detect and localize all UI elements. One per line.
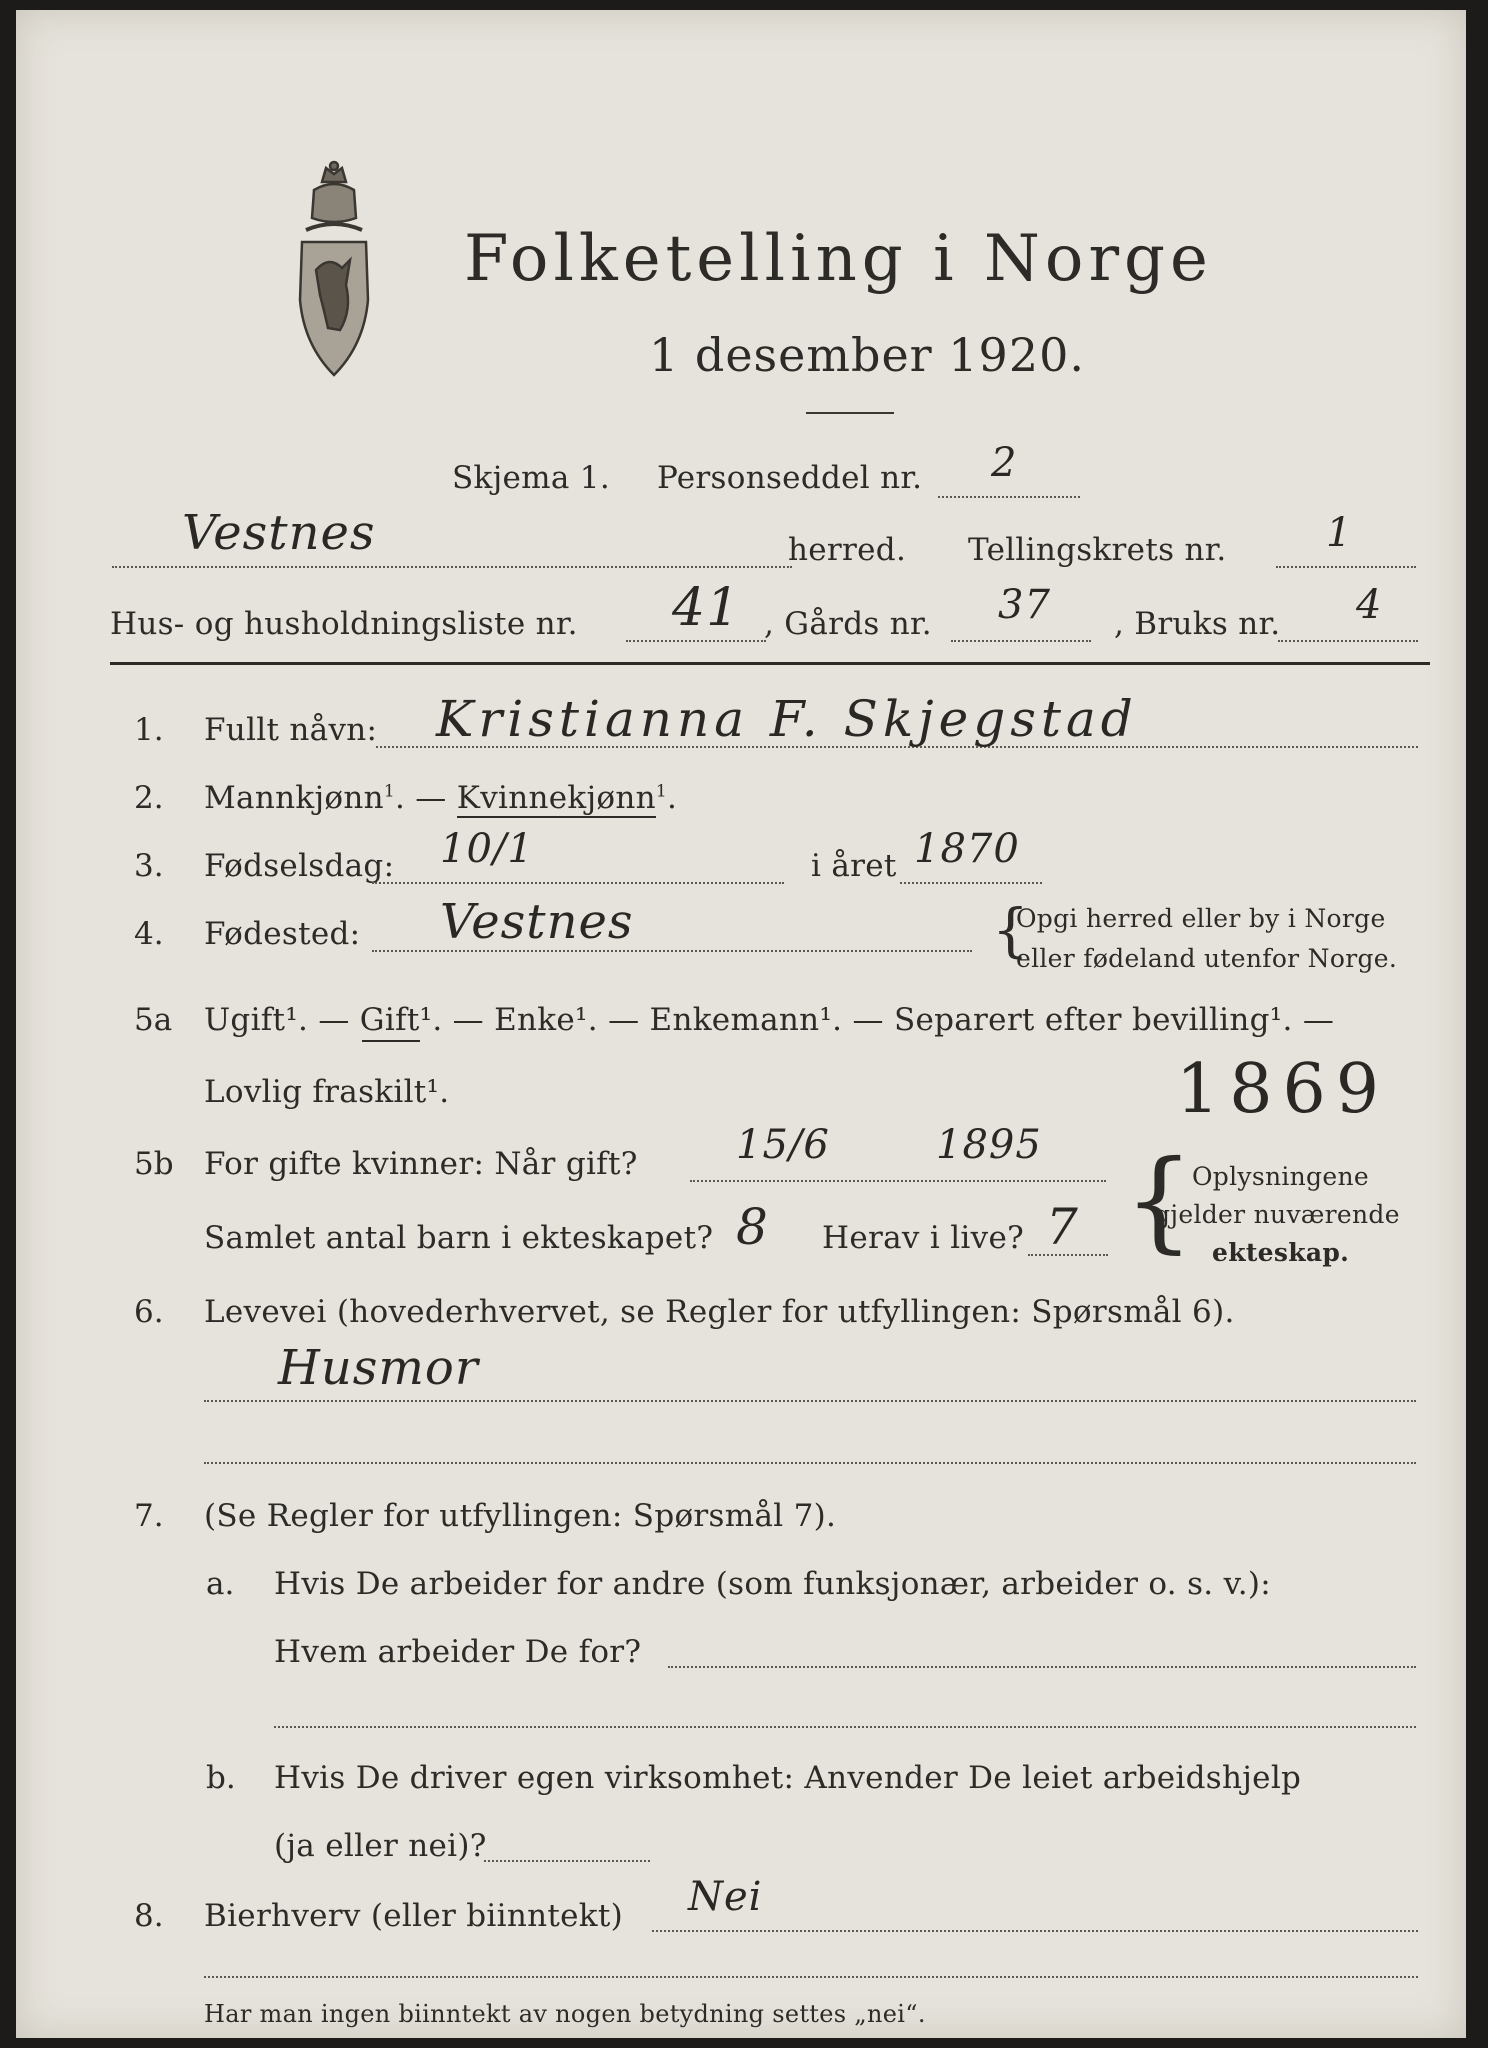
bruks-label: , Bruks nr. xyxy=(1114,606,1281,642)
sex-end: . xyxy=(667,780,678,816)
q7b-letter: b. xyxy=(206,1760,236,1796)
option-male[interactable]: Mannkjønn xyxy=(204,780,384,816)
q4-note-line1: Opgi herred eller by i Norge xyxy=(1016,904,1386,933)
q6-number: 6. xyxy=(134,1294,164,1330)
herred-label: herred. xyxy=(788,532,907,568)
coat-of-arms-icon xyxy=(284,160,384,385)
q8-label: Bierhverv (eller biinntekt) xyxy=(204,1898,624,1934)
alive-label: Herav i live? xyxy=(822,1220,1025,1256)
q7-label: (Se Regler for utfyllingen: Spørsmål 7). xyxy=(204,1498,837,1534)
q5b-note-line2: gjelder nuværende xyxy=(1154,1200,1400,1229)
side-income-line xyxy=(652,1930,1418,1932)
q5b-note-line3: ekteskap. xyxy=(1212,1238,1350,1267)
q5b-label: For gifte kvinner: Når gift? xyxy=(204,1146,638,1182)
children-value[interactable]: 8 xyxy=(736,1198,769,1256)
hus-value[interactable]: 41 xyxy=(672,578,741,638)
q4-note-brace: { xyxy=(992,896,1029,964)
marital-status-line2: Lovlig fraskilt¹. xyxy=(204,1074,450,1110)
q2-number: 2. xyxy=(134,780,164,816)
q5b-note-line1: Oplysningene xyxy=(1192,1162,1369,1191)
alive-value[interactable]: 7 xyxy=(1046,1198,1079,1256)
footer-note: Har man ingen biinntekt av nogen betydning settes „nei“. xyxy=(204,2000,926,2028)
hus-label: Hus- og husholdningsliste nr. xyxy=(110,606,578,642)
form-title: Folketelling i Norge xyxy=(464,222,1213,296)
gards-label: , Gårds nr. xyxy=(764,606,932,642)
skjema-label: Skjema 1. xyxy=(452,460,610,496)
q6-label: Levevei (hovederhvervet, se Regler for utfyllingen: Spørsmål 6). xyxy=(204,1294,1235,1330)
census-form xyxy=(16,10,1466,2038)
q4-note-line2: eller fødeland utenfor Norge. xyxy=(1016,944,1398,973)
birthday-value[interactable]: 10/1 xyxy=(440,826,534,872)
birth-year-value[interactable]: 1870 xyxy=(914,826,1020,872)
birth-year-line xyxy=(900,882,1042,884)
birthday-line xyxy=(372,882,784,884)
occupation-line-2 xyxy=(204,1462,1416,1464)
marriage-date-line xyxy=(690,1180,1106,1182)
hired-help-line xyxy=(484,1860,650,1862)
birthplace-value[interactable]: Vestnes xyxy=(440,894,634,950)
gards-line xyxy=(951,640,1091,642)
q7a-letter: a. xyxy=(206,1566,235,1602)
marriage-date-value[interactable]: 15/6 xyxy=(736,1122,830,1168)
sex-separator: . — xyxy=(394,780,457,816)
margin-annotation: 1869 xyxy=(1176,1050,1390,1129)
occupation-value[interactable]: Husmor xyxy=(278,1340,479,1396)
herred-value[interactable]: Vestnes xyxy=(182,505,376,561)
gift-underline xyxy=(362,1040,420,1042)
personseddel-line xyxy=(938,496,1080,498)
q4-number: 4. xyxy=(134,916,164,952)
header-rule xyxy=(110,662,1430,665)
tellingskrets-line xyxy=(1276,566,1416,568)
q7-number: 7. xyxy=(134,1498,164,1534)
tellingskrets-value[interactable]: 1 xyxy=(1326,510,1353,556)
bruks-value[interactable]: 4 xyxy=(1356,582,1383,628)
title-divider xyxy=(806,412,894,414)
personseddel-value[interactable]: 2 xyxy=(991,440,1018,486)
hus-line xyxy=(626,640,766,642)
personseddel-label: Personseddel nr. xyxy=(657,460,923,496)
q3-label: Fødselsdag: xyxy=(204,848,395,884)
q5b-number: 5b xyxy=(134,1146,174,1182)
gards-value[interactable]: 37 xyxy=(998,582,1051,628)
q3-number: 3. xyxy=(134,848,164,884)
side-income-value[interactable]: Nei xyxy=(688,1874,763,1920)
herred-line xyxy=(112,566,792,568)
birth-year-label: i året xyxy=(811,848,897,884)
children-label: Samlet antal barn i ekteskapet? xyxy=(204,1220,714,1256)
q4-label: Fødested: xyxy=(204,916,361,952)
marital-status-options[interactable]: Ugift¹. — Gift¹. — Enke¹. — Enkemann¹. — Separert efter bevilling¹. — xyxy=(204,1002,1335,1038)
q7a-line2: Hvem arbeider De for? xyxy=(274,1634,642,1670)
q7a-line1: Hvis De arbeider for andre (som funksjonær, arbeider o. s. v.): xyxy=(274,1566,1272,1602)
bruks-line xyxy=(1278,640,1418,642)
employer-line-2 xyxy=(274,1726,1416,1728)
q5a-number: 5a xyxy=(134,1002,173,1038)
side-income-line-2 xyxy=(204,1976,1418,1978)
q7b-line1: Hvis De driver egen virksomhet: Anvender De leiet arbeidshjelp xyxy=(274,1760,1302,1796)
q1-number: 1. xyxy=(134,712,164,748)
full-name-value[interactable]: Kristianna F. Skjegstad xyxy=(436,690,1138,748)
q5b-note-brace: { xyxy=(1124,1136,1194,1264)
option-female[interactable]: Kvinnekjønn xyxy=(456,780,656,816)
birthplace-line xyxy=(372,950,972,952)
employer-line-1 xyxy=(668,1666,1416,1668)
form-date: 1 desember 1920. xyxy=(649,328,1085,382)
tellingskrets-label: Tellingskrets nr. xyxy=(968,532,1227,568)
marriage-year-value[interactable]: 1895 xyxy=(936,1122,1042,1168)
q1-label: Fullt nåvn: xyxy=(204,712,378,748)
sex-options: Mannkjønn$^1$. — Kvinnekjønn$^1$. xyxy=(204,780,678,816)
occupation-line-1 xyxy=(204,1400,1416,1402)
q7b-line2: (ja eller nei)? xyxy=(274,1828,487,1864)
q8-number: 8. xyxy=(134,1898,164,1934)
